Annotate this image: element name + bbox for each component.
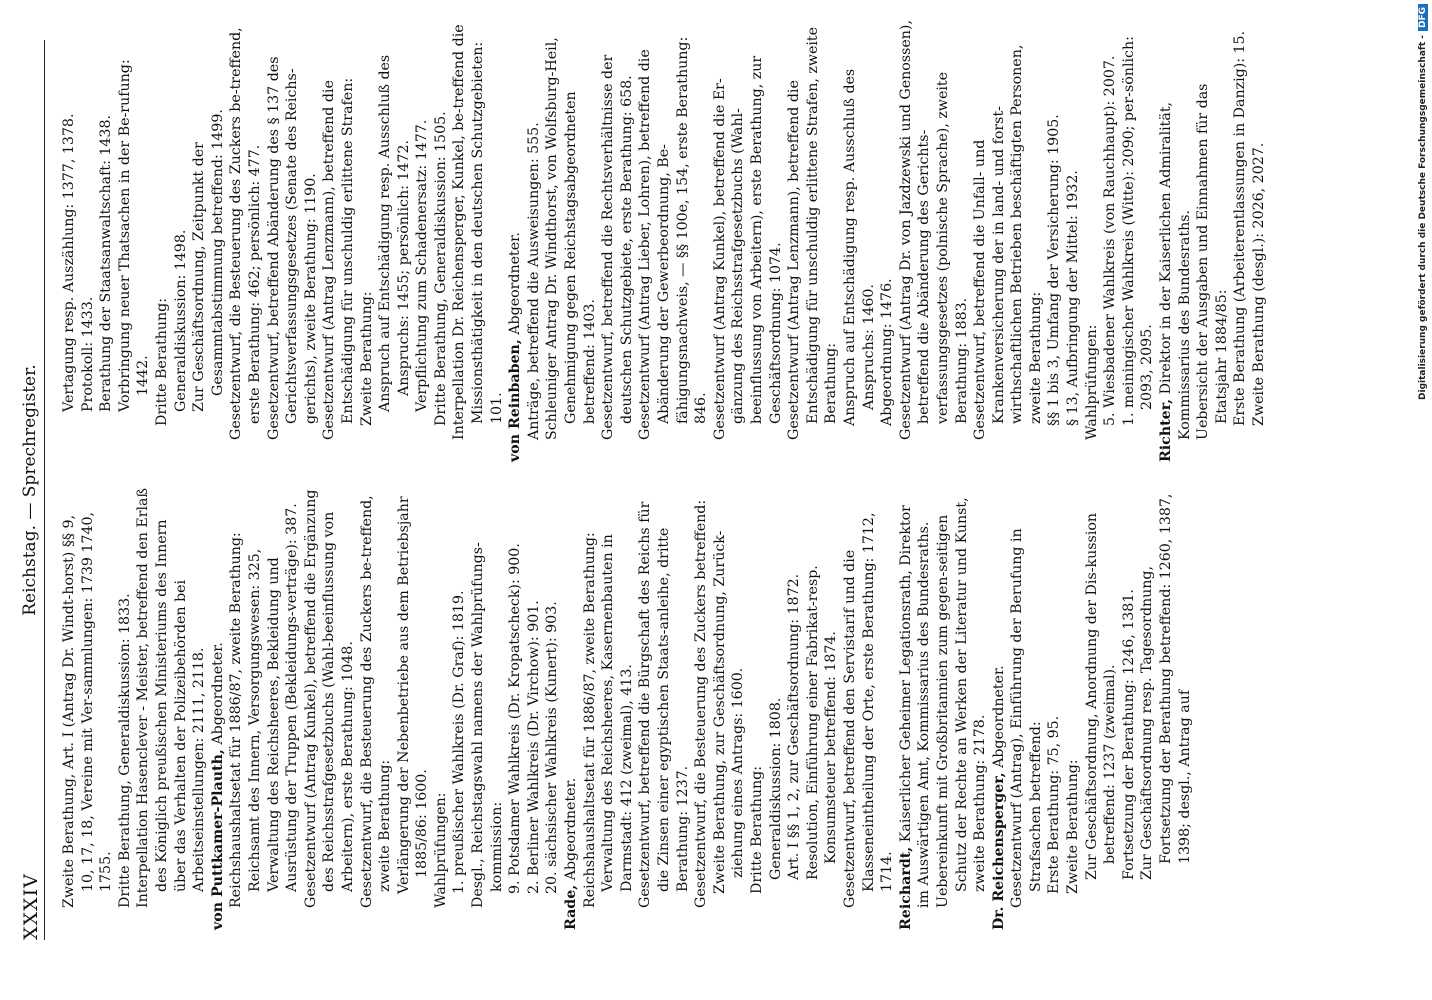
register-subentry: Gesetzentwurf, betreffend den Servistarif und die Klasseneintheilung der Orte, erste Berathung: 1712, 1714. (841, 512, 896, 908)
register-subentry: Wahlprüfungen: (1083, 324, 1100, 440)
left-column (60, 488, 1194, 930)
register-entry-heading (209, 488, 228, 930)
register-subentry: Abgeordnung: 1476. (879, 278, 896, 426)
register-entry-heading (562, 488, 581, 930)
register-subentry: Zweite Berathung: (1065, 759, 1082, 894)
register-subentry: Zweite Berathung, zur Geschäftsordnung, Zurück-ziehung eines Antrags: 1600. (711, 530, 747, 894)
register-subentry: Gesetzentwurf, die Besteuerung des Zuckers betreffend: (693, 499, 710, 908)
register-subentry: Zweite Berathung, Art. I (Antrag Dr. Windt-horst) §§ 9, 10, 17, 18, Vereine mit Ver-sammlungen: 1739 1740, 1755. (61, 511, 115, 908)
register-subentry: Schleuniger Antrag Dr. Windthorst, von Wolfsburg-Heil, Genehmigung gegen Reichstagsabgeordneten betreffend: 1403. (544, 37, 598, 440)
register-subentry: Anspruch auf Entschädigung resp. Ausschluß des Anspruchs: 1460. (841, 68, 877, 426)
register-subentry: Zweite Berathung: (358, 291, 375, 426)
speaker-role: Direktor in der Kaiserlichen Admiralität, Kommissarius des Bundesraths. (1158, 101, 1193, 440)
speaker-role: Abgeordneter. (507, 232, 524, 340)
register-subentry: Wahlprüfungen: (432, 792, 449, 908)
register-subentry: Reichshaushaltsetat für 1886/87, zweite Berathung: Reichsamt des Innern, Versorgungswesen: 325, Verwaltung des Reichsheeres, Bekleidung und Ausrüstung der Truppen (Bekleidungs-verträge): 387. (228, 503, 301, 908)
right-column (60, 20, 1269, 462)
register-subentry: Berathung der Staatsanwaltschaft: 1438. (98, 115, 115, 412)
speaker-name: Dr. Reichensperger, (990, 772, 1007, 930)
register-subentry: §§ 1 bis 3, Umfang der Versicherung: 1905. (1046, 114, 1063, 426)
register-subentry: Gesetzentwurf (Antrag Kunkel), betreffend die Ergänzung des Reichsstrafgesetzbuchs (Wahl-beeinflussung von Arbeitern), erste Berathung: 1048. (302, 489, 356, 908)
register-subentry: 2. Berliner Wahlkreis (Dr. Virchow): 901. (525, 600, 542, 894)
register-subentry: Dritte Berathung: (748, 765, 765, 894)
dfg-logo: DFG (1418, 4, 1428, 31)
digitization-notice (1418, 4, 1430, 996)
speaker-name: von Puttkamer-Plauth, (209, 749, 226, 930)
page-number: XXXIV (20, 873, 42, 940)
register-subentry: Uebersicht der Ausgaben und Einnahmen für das Etatsjahr 1884/85: (1195, 83, 1230, 440)
register-subentry: Zur Geschäftsordnung, Anordnung der Dis-kussion betreffend: 1237 (zweimal). (1083, 512, 1119, 880)
register-subentry: Erste Berathung (Arbeiterentlassungen in Danzig): 15. (1232, 30, 1249, 426)
speaker-role: Abgeordneter. (209, 642, 226, 750)
speaker-name: Rade, (563, 884, 580, 930)
page-header (18, 40, 45, 940)
register-subentry: Anträge, betreffend die Ausweisungen: 555. (525, 122, 542, 440)
register-subentry: Generaldiskussion: 1808. (767, 697, 784, 880)
register-subentry: Erste Berathung: 75, 95. (1046, 715, 1063, 894)
register-subentry: Vorbringung neuer Thatsachen in der Be-rufung: 1442. (116, 59, 152, 412)
speaker-name: Reichardt, (897, 846, 914, 930)
register-subentry: Interpellation Dr. Reichensperger, Kunkel, be-treffend die Missionsthätigkeit in den deutschen Schutzgebieten: 101. (451, 24, 505, 440)
register-entry-heading (1157, 20, 1194, 462)
register-subentry: Art. I §§ 1, 2, zur Geschäftsordnung: 1872. (786, 573, 803, 880)
speaker-name: Richter, (1158, 398, 1175, 462)
speaker-name: von Reinbaben, (507, 339, 524, 462)
speaker-role: Abgeordneter. (990, 665, 1007, 773)
register-subentry: Dritte Berathung: (153, 297, 170, 426)
register-subentry: Vertagung resp. Auszählung: 1377, 1378. (61, 113, 77, 412)
register-subentry: Gesetzentwurf (Antrag Lenzmann), betreffend die Entschädigung für unschuldig erlittene Strafen: (321, 77, 356, 440)
register-subentry: 5. Wiesbadener Wahlkreis (von Rauchhaupt): 2007. (1102, 55, 1119, 426)
register-entry-heading (990, 488, 1009, 930)
register-subentry: Verlängerung der Nebenbetriebe aus dem Betriebsjahr 1885/86: 1600. (395, 496, 431, 894)
register-subentry: Fortsetzung der Berathung: 1246, 1381. (1120, 589, 1137, 880)
register-subentry: Zur Geschäftsordnung, Zeitpunkt der Gesammtabstimmung betreffend: 1499. (191, 109, 226, 412)
register-subentry: Uebereinkunft mit Großbritannien zum gegen-seitigen Schutz der Rechte an Werken der Literatur und Kunst, zweite Berathung: 2178. (934, 497, 989, 908)
register-subentry: Interpellation Hasenclever - Meister, betreffend den Erlaß des Königlich preußischen Ministeriums des Innern über das Verhalten der Polizeibehörden bei Arbeitseinstellungen: 2111, 2118. (135, 488, 208, 908)
register-subentry: Gesetzentwurf, betreffend die Unfall- und Krankenversicherung der in land- und forst-wirthschaftlichen Betrieben beschäftigten Personen, zweite Berathung: (972, 44, 1044, 440)
register-subentry: Dritte Berathung, Generaldiskussion: 1833. (116, 593, 133, 908)
register-subentry: Gesetzentwurf (Antrag Lenzmann), betreffend die Entschädigung für unschuldig erlittene Strafen, zweite Berathung: (786, 26, 840, 440)
register-subentry: Gesetzentwurf (Antrag Kunkel), betreffend die Er-gänzung des Reichsstrafgesetzbuchs (Wahl-beeinflussung von Arbeitern), erste Berathung, zur Geschäftsordnung: 1074. (711, 55, 784, 440)
register-entry-heading (897, 488, 934, 930)
register-subentry: 1. meiningischer Wahlkreis (Witte): 2090; per-sönlich: 2093, 2095. (1120, 36, 1156, 426)
digitization-text: Digitalisierung gefördert durch die Deutsche Forschungsgemeinschaft - (1418, 35, 1428, 400)
register-subentry: Zweite Berathung (desgl.): 2026, 2027. (1251, 142, 1267, 426)
register-subentry: Desgl., Reichstagswahl namens der Wahlprüfungs-kommission: (470, 542, 505, 908)
register-subentry: 9. Potsdamer Wahlkreis (Dr. Kropatscheck): 900. (507, 543, 524, 894)
register-subentry: § 13, Aufbringung der Mittel: 1932. (1065, 170, 1082, 426)
register-subentry: 1. preußischer Wahlkreis (Dr. Graf): 1819. (451, 590, 468, 894)
speaker-role: Kaiserlicher Geheimer Legationsrath, Direktor im Auswärtigen Amt, Kommissarius des Bundesraths. (897, 505, 933, 908)
register-subentry: Generaldiskussion: 1498. (172, 229, 189, 412)
register-subentry: Resolution, Einführung einer Fabrikat-resp. Konsumsteuer betreffend: 1874. (804, 565, 840, 880)
register-subentry: Gesetzentwurf (Antrag Lieber, Lohren), betreffend die Abänderung der Gewerbeordnung, Be-fähigungsnachweis, — §§ 100e, 154, erste Berathung: 846. (637, 36, 710, 440)
register-subentry: Anspruch auf Entschädigung resp. Ausschluß des Anspruchs: 1455; persönlich: 1472. (377, 54, 412, 412)
register-subentry: Reichshaushaltsetat für 1886/87, zweite Berathung: Verwaltung des Reichsheeres, Kasernenbauten in Darmstadt: 412 (zweimal), 413. (581, 532, 635, 908)
register-subentry: Dritte Berathung, Generaldiskussion: 1505. (432, 111, 449, 426)
register-subentry: Gesetzentwurf, betreffend die Bürgschaft des Reichs für die Zinsen einer egyptischen Staats-anleihe, dritte Berathung: 1237. (637, 501, 691, 908)
register-subentry: Protokoll: 1433. (79, 296, 96, 412)
register-subentry: Verpflichtung zum Schadenersatz: 1477. (414, 119, 431, 412)
register-entry-heading (506, 20, 525, 462)
running-title: Reichstag. — Sprechregister. (20, 364, 40, 616)
register-subentry: 20. sächsischer Wahlkreis (Kunert): 903. (544, 601, 561, 894)
speaker-role: Abgeordneter. (563, 777, 580, 885)
register-subentry: Gesetzentwurf, betreffend Abänderung des § 137 des Gerichtsverfassungsgesetzes (Senate des Reichs-gerichts), zweite Berathung: 1190. (265, 56, 319, 440)
register-subentry: Gesetzentwurf, die Besteuerung des Zuckers be-treffend, erste Berathung: 462; persönlich: 477. (228, 27, 263, 440)
register-subentry: Gesetzentwurf, betreffend die Rechtsverhältnisse der deutschen Schutzgebiete, erste Berathung: 658. (600, 54, 635, 440)
register-subentry: Gesetzentwurf, die Besteuerung des Zuckers be-treffend, zweite Berathung: (358, 495, 394, 908)
register-subentry: Gesetzentwurf (Antrag Dr. von Jazdzewski und Genossen), betreffend die Abänderung des Gerichts-verfassungsgesetzes (polnische Sprache), zweite Berathung: 1883. (897, 20, 970, 440)
register-subentry: Zur Geschäftsordnung resp. Tagesordnung, Fortsetzung der Berathung betreffend: 1260, 1387, 1398; desgl., Antrag auf (1139, 493, 1193, 880)
register-subentry: Gesetzentwurf (Antrag), Einführung der Berufung in Strafsachen betreffend: (1009, 528, 1044, 908)
